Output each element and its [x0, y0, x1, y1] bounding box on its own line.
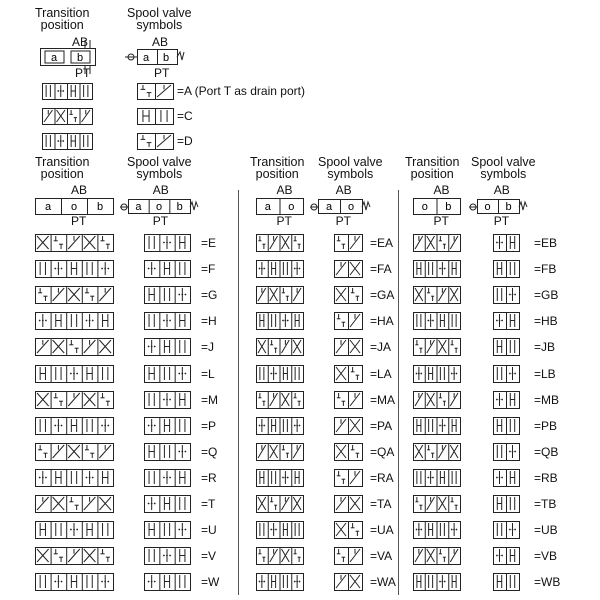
spool-label-col2-1: =FA	[370, 262, 392, 276]
spool-label-col3-2: =GB	[534, 288, 559, 302]
pos-a-text: a	[51, 52, 58, 64]
spool-label-col3-10: =TB	[534, 497, 557, 511]
spool-label-col2-5: =LA	[370, 367, 392, 381]
spool-symbol-col2-6	[334, 391, 363, 409]
pos-text-col1-0: a	[45, 201, 52, 213]
spool-two-position-symbol	[125, 48, 185, 66]
transition-symbol-col1-7	[35, 417, 114, 435]
spool-label-col1-5: =L	[201, 367, 215, 381]
spool-label-col2-12: =VA	[370, 549, 393, 563]
transition-symbol-col2-4	[256, 338, 304, 356]
spool-label-col1-1: =F	[201, 262, 216, 276]
header-transition-top: Transition position	[35, 6, 90, 32]
spool-symbol-col1-9	[144, 469, 191, 487]
spool-symbol-col3-3	[493, 312, 520, 330]
spool-label-col1-4: =J	[201, 340, 215, 354]
svg-text:b: b	[163, 52, 170, 64]
spool-symbol-col2-2	[334, 286, 363, 304]
header-spool-top: Spool valve symbols	[127, 6, 192, 32]
pos-text-col3-0: o	[421, 201, 428, 213]
transition-symbol-col3-4	[413, 338, 461, 356]
header-spool-col3: Spool valve symbols	[471, 155, 536, 181]
spool-symbol-col2-3	[334, 312, 363, 330]
transition-symbol-2	[42, 108, 93, 125]
transition-symbol-col3-12	[413, 547, 461, 565]
port-label-ab-spool-col2: AB	[335, 183, 352, 197]
spool-label-col3-0: =EB	[534, 236, 558, 250]
transition-three-position-col1	[35, 198, 114, 216]
transition-symbol-1	[42, 83, 93, 100]
spool-label-col2-9: =RA	[370, 471, 394, 485]
spool-label-col3-1: =FB	[534, 262, 557, 276]
spool-symbol-col3-8	[493, 443, 520, 461]
spool-symbol-col2-10	[334, 495, 363, 513]
spool-symbol-col2-5	[334, 365, 363, 383]
transition-symbol-col1-1	[35, 260, 114, 278]
transition-symbol-col3-3	[413, 312, 461, 330]
spool-label-col1-6: =M	[201, 393, 219, 407]
spool-symbol-col2-11	[334, 521, 363, 539]
spool-symbol-col1-8	[144, 443, 191, 461]
transition-three-position-col3	[413, 198, 461, 216]
spool-symbol-col3-10	[493, 495, 520, 513]
transition-symbol-col3-1	[413, 260, 461, 278]
port-label-pt-spool: PT	[154, 66, 170, 80]
transition-symbol-col3-0	[413, 234, 461, 252]
spool-symbol-col3-2	[493, 286, 520, 304]
spool-label-col3-9: =RB	[534, 471, 558, 485]
header-transition-col2: Transition position	[250, 155, 305, 181]
transition-symbol-col3-11	[413, 521, 461, 539]
spool-pos-text-col3-1: b	[505, 201, 512, 213]
port-label-pt-col1: PT	[71, 214, 87, 228]
spool-symbol-col2-0	[334, 234, 363, 252]
spool-label-col2-4: =JA	[370, 340, 392, 354]
spool-symbol-col3-7	[493, 417, 520, 435]
spool-symbol-col3-6	[493, 391, 520, 409]
spool-label-3: =D	[177, 134, 193, 148]
port-label-ab-col1: AB	[71, 183, 88, 197]
transition-symbol-col1-12	[35, 547, 114, 565]
transition-symbol-col1-11	[35, 521, 114, 539]
transition-symbol-col1-5	[35, 365, 114, 383]
pos-text-col3-1: b	[445, 201, 452, 213]
svg-text:a: a	[143, 52, 150, 64]
spool-three-position-col3	[469, 198, 529, 216]
spool-symbol-col2-13	[334, 573, 363, 591]
spool-label-col2-11: =UA	[370, 523, 394, 537]
transition-symbol-col1-3	[35, 312, 114, 330]
spool-label-col2-0: =EA	[370, 236, 394, 250]
spool-label-col3-13: =WB	[534, 575, 561, 589]
transition-symbol-col1-6	[35, 391, 114, 409]
spool-symbol-col3-0	[493, 234, 520, 252]
transition-symbol-col1-2	[35, 286, 114, 304]
transition-two-position-symbol	[40, 48, 96, 66]
spool-symbol-col3-5	[493, 365, 520, 383]
spool-label-col2-3: =HA	[370, 314, 394, 328]
port-label-pt-spool-col2: PT	[335, 214, 351, 228]
transition-symbol-col3-5	[413, 365, 461, 383]
transition-symbol-col2-8	[256, 443, 304, 461]
spool-symbol-col2-8	[334, 443, 363, 461]
spool-symbol-col1-1	[144, 260, 191, 278]
transition-symbol-col1-13	[35, 573, 114, 591]
column-separator-2	[398, 190, 399, 595]
port-label-ab-col3: AB	[433, 183, 450, 197]
port-label-ab-spool-col1: AB	[152, 183, 169, 197]
transition-three-position-col2	[256, 198, 304, 216]
spool-label-col1-0: =E	[201, 236, 217, 250]
transition-symbol-col3-2	[413, 286, 461, 304]
spool-symbol-col1-5	[144, 365, 191, 383]
spool-label-col2-13: =WA	[370, 575, 396, 589]
spool-symbol-col2-4	[334, 338, 363, 356]
spool-c-icon	[137, 108, 174, 125]
spool-pos-text-col1-1: o	[156, 201, 163, 213]
spool-symbol-col3-1	[493, 260, 520, 278]
spool-label-col3-6: =MB	[534, 393, 560, 407]
transition-symbol-col3-9	[413, 469, 461, 487]
spool-label-col3-5: =LB	[534, 367, 556, 381]
transition-symbol-col2-7	[256, 417, 304, 435]
spool-label-col1-11: =U	[201, 523, 217, 537]
pos-b-text: b	[77, 52, 84, 64]
spool-label-col1-9: =R	[201, 471, 217, 485]
spool-pos-text-col1-0: a	[135, 201, 142, 213]
header-spool-col2: Spool valve symbols	[318, 155, 383, 181]
port-label-ab: AB	[72, 35, 89, 49]
spool-label-col1-2: =G	[201, 288, 218, 302]
spool-label-col3-7: =PB	[534, 419, 558, 433]
spool-label-1: =A (Port T as drain port)	[177, 84, 305, 98]
spool-pos-text-col2-1: o	[348, 201, 355, 213]
transition-symbol-col2-11	[256, 521, 304, 539]
transition-symbol-col2-12	[256, 547, 304, 565]
spool-symbol-col2-7	[334, 417, 363, 435]
port-label-pt-spool-col3: PT	[493, 214, 510, 228]
transition-symbol-col3-6	[413, 391, 461, 409]
pos-text-col2-1: o	[288, 201, 295, 213]
port-label-pt-col3: PT	[433, 214, 449, 228]
transition-symbol-col2-13	[256, 573, 304, 591]
spool-a-icon	[137, 83, 174, 100]
transition-symbol-col2-9	[256, 469, 304, 487]
port-label-ab-col2: AB	[276, 183, 293, 197]
column-separator-1	[238, 190, 239, 595]
transition-symbol-3	[42, 133, 93, 150]
spool-label-col1-8: =Q	[201, 445, 218, 459]
header-transition-col1: Transition position	[35, 155, 90, 181]
spool-symbol-col3-11	[493, 521, 520, 539]
spool-symbol-col1-3	[144, 312, 191, 330]
spool-label-col1-13: =W	[201, 575, 220, 589]
spool-label-col2-8: =QA	[370, 445, 395, 459]
spool-label-col1-12: =V	[201, 549, 217, 563]
spool-pos-text-col2-0: a	[326, 201, 333, 213]
spool-three-position-col2	[310, 198, 372, 216]
spool-d-icon	[137, 133, 174, 150]
spool-label-col1-7: =P	[201, 419, 217, 433]
spool-symbol-col2-9	[334, 469, 363, 487]
spool-symbol-col1-7	[144, 417, 191, 435]
port-label-pt: PT	[75, 66, 91, 80]
spool-pos-text-col3-0: o	[484, 201, 491, 213]
transition-symbol-col3-8	[413, 443, 461, 461]
port-label-ab-spool: AB	[152, 35, 169, 49]
spool-label-col3-4: =JB	[534, 340, 556, 354]
spool-label-col3-12: =VB	[534, 549, 558, 563]
transition-symbol-col1-9	[35, 469, 114, 487]
transition-symbol-col3-7	[413, 417, 461, 435]
spool-symbol-col3-12	[493, 547, 520, 565]
spool-symbol-col1-11	[144, 521, 191, 539]
spool-pos-text-col1-2: b	[176, 201, 183, 213]
transition-symbol-col1-8	[35, 443, 114, 461]
transition-symbol-col2-10	[256, 495, 304, 513]
transition-symbol-col1-4	[35, 338, 114, 356]
spool-label-col3-3: =HB	[534, 314, 558, 328]
spool-symbol-col1-2	[144, 286, 191, 304]
spool-symbol-col1-13	[144, 573, 191, 591]
transition-symbol-col2-6	[256, 391, 304, 409]
spool-symbol-col2-1	[334, 260, 363, 278]
transition-symbol-col2-2	[256, 286, 304, 304]
spool-symbol-col1-6	[144, 391, 191, 409]
transition-symbol-col2-1	[256, 260, 304, 278]
port-label-pt-spool-col1: PT	[152, 214, 169, 228]
port-label-pt-col2: PT	[276, 214, 292, 228]
spool-symbol-col1-12	[144, 547, 191, 565]
transition-symbol-col2-0	[256, 234, 304, 252]
pos-text-col1-2: b	[97, 201, 104, 213]
spool-label-col2-10: =TA	[370, 497, 392, 511]
spool-label-col2-6: =MA	[370, 393, 396, 407]
transition-symbol-col1-10	[35, 495, 114, 513]
spool-label-2: =C	[177, 109, 193, 123]
pos-text-col1-1: o	[71, 201, 78, 213]
spool-label-col2-7: =PA	[370, 419, 393, 433]
spool-label-col2-2: =GA	[370, 288, 395, 302]
header-transition-col3: Transition position	[405, 155, 460, 181]
port-label-ab-spool-col3: AB	[493, 183, 510, 197]
transition-symbol-col2-5	[256, 365, 304, 383]
header-spool-col1: Spool valve symbols	[127, 155, 192, 181]
spool-symbol-col1-0	[144, 234, 191, 252]
spool-symbol-col3-4	[493, 338, 520, 356]
spool-label-col1-3: =H	[201, 314, 217, 328]
transition-symbol-col3-10	[413, 495, 461, 513]
transition-symbol-col2-3	[256, 312, 304, 330]
spool-label-col3-8: =QB	[534, 445, 559, 459]
spool-symbol-col2-12	[334, 547, 363, 565]
spool-symbol-col1-4	[144, 338, 191, 356]
spool-label-col1-10: =T	[201, 497, 216, 511]
spool-symbol-col3-13	[493, 573, 520, 591]
spool-label-col3-11: =UB	[534, 523, 558, 537]
pos-text-col2-0: a	[264, 201, 271, 213]
transition-symbol-col1-0	[35, 234, 114, 252]
transition-symbol-col3-13	[413, 573, 461, 591]
spool-symbol-col3-9	[493, 469, 520, 487]
spool-symbol-col1-10	[144, 495, 191, 513]
spool-three-position-col1	[120, 198, 200, 216]
